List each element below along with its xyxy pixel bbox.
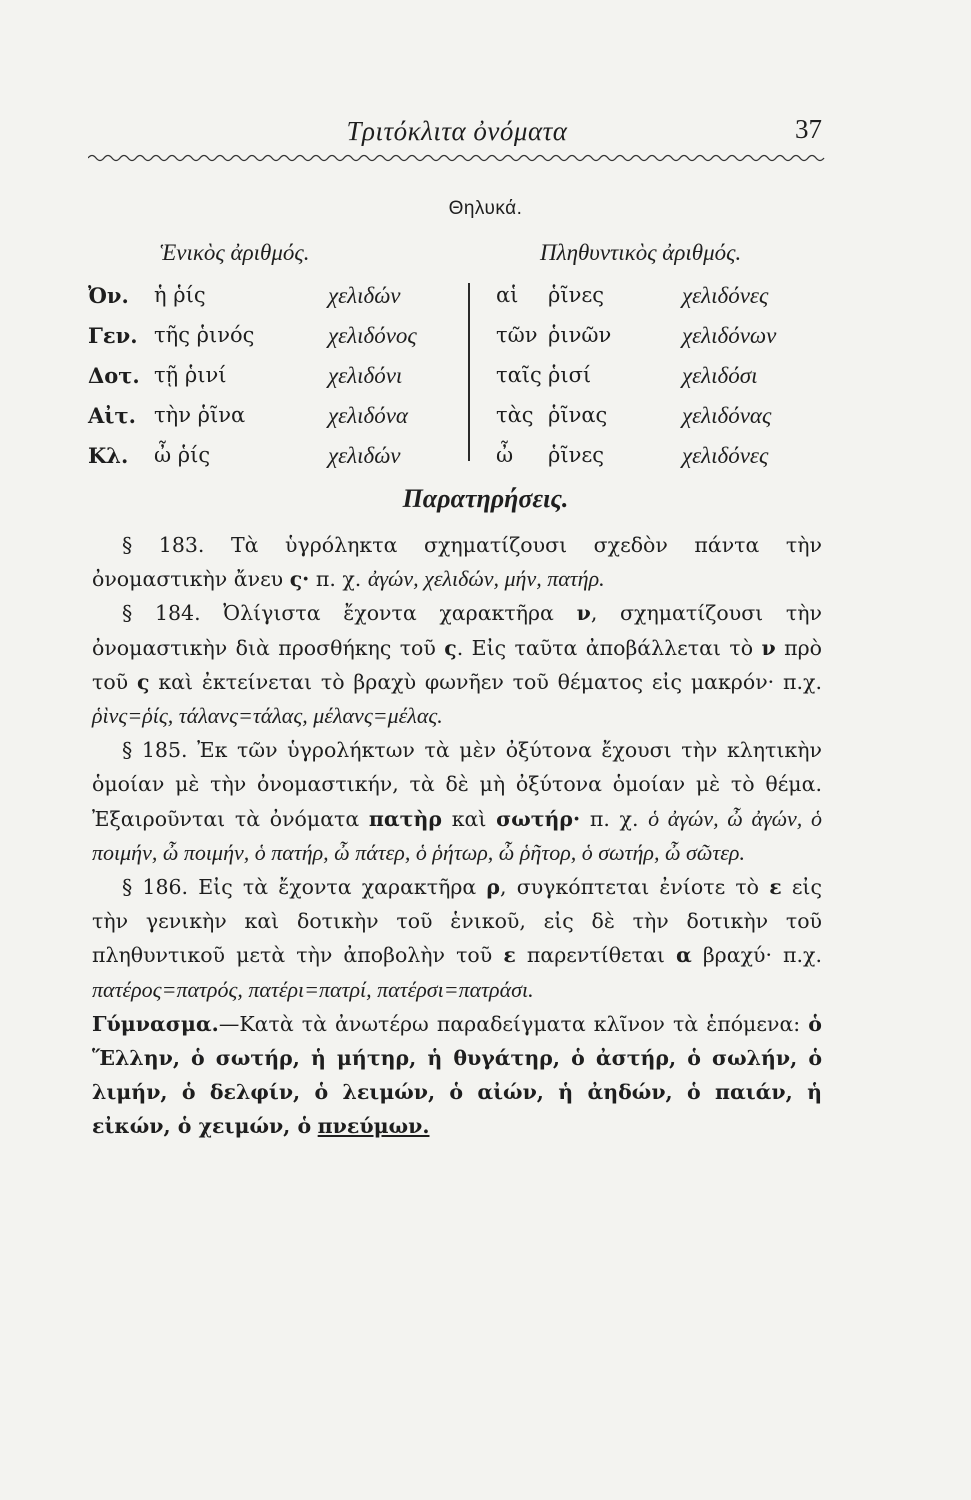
plural-stem-form: ῥῖνες xyxy=(548,443,604,467)
exercise-words: ὁ Ἕλλην, ὁ σωτήρ, ἡ μήτηρ, ἡ θυγάτηρ, ὁ ἀστήρ, ὁ σωλήν, ὁ λιμήν, ὁ δελφίν, ὁ λειμών, ὁ αἰών, ἡ ἀηδών, ὁ παιάν, ἡ εἰκών, ὁ χειμών, ὁ xyxy=(92,1011,822,1139)
paragraph-184: § 184. Ὀλίγιστα ἔχοντα χαρακτῆρα ν, σχηματίζουσι τὴν ὀνομαστικὴν διὰ προσθήκης τοῦ ς. Εἰς ταῦτα ἀποβάλλεται τὸ ν πρὸ τοῦ ς καὶ ἐκτείνεται τὸ βραχὺ φωνῆεν τοῦ θέματος εἰς μακρόν· π.χ. ῥὶνς=ῥίς, τάλανς=τάλας, μέλανς=μέλας. xyxy=(92,601,822,729)
plural-stem-form: ῥῖνες xyxy=(548,283,604,307)
section-number: § 183. xyxy=(122,533,205,557)
declension-row-dat xyxy=(88,363,828,403)
singular-form: χελιδών xyxy=(328,443,401,468)
exercise-label: Γύμνασμα. xyxy=(92,1011,219,1036)
declension-row-gen xyxy=(88,323,828,363)
plural-article: τῶν xyxy=(496,323,538,347)
paragraph-183: § 183. Τὰ ὑγρόληκτα σχηματίζουσι σχεδὸν πάντα τὴν ὀνομαστικὴν ἄνευ ς· π. χ. ἀγών, χελιδών, μήν, πατήρ. xyxy=(92,533,822,592)
singular-article-form: τῇ ῥινί xyxy=(154,363,227,387)
example-words: ὁ ἀγών, ὦ ἀγών, ὁ ποιμήν, ὦ ποιμήν, ὁ πατήρ, ὦ πάτερ, ὁ ῥήτωρ, ὦ ῥῆτορ, ὁ σωτήρ, ὦ σῶτερ. xyxy=(92,805,822,865)
plural-form: χελιδόνες xyxy=(682,283,769,308)
plural-stem-form: ῥισί xyxy=(548,363,592,387)
singular-form: χελιδόνος xyxy=(328,323,417,348)
section-number: § 185. xyxy=(122,738,188,763)
plural-form: χελιδόνας xyxy=(682,403,772,428)
case-label: Ὀν. xyxy=(88,283,129,308)
exercise: Γύμνασμα.—Κατὰ τὰ ἀνωτέρω παραδείγματα κλῖνον τὰ ἑπόμενα: ὁ Ἕλλην, ὁ σωτήρ, ἡ μήτηρ, ἡ θυγάτηρ, ὁ ἀστήρ, ὁ σωλήν, ὁ λιμήν, ὁ δελφίν, ὁ λειμών, ὁ αἰών, ἡ ἀηδών, ὁ παιάν, ἡ εἰκών, ὁ χειμών, ὁ πνεύμων. xyxy=(92,1011,822,1139)
section-number: § 184. xyxy=(122,601,201,626)
plural-heading: Πληθυντικὸς ἀριθμός. xyxy=(540,240,742,265)
singular-article-form: ἡ ῥίς xyxy=(154,283,206,307)
example-words: πατέρος=πατρός, πατέρι=πατρί, πατέρσι=πατράσι. xyxy=(92,976,534,1002)
case-label: Γεν. xyxy=(88,323,138,348)
plural-article: τὰς xyxy=(496,403,534,427)
plural-form: χελιδόνων xyxy=(682,323,777,348)
singular-form: χελιδόνα xyxy=(328,403,409,428)
singular-article-form: τῆς ῥινός xyxy=(154,323,255,347)
running-title: Τριτόκλιτα ὀνόματα xyxy=(346,116,568,146)
remarks-heading: Παρατηρήσεις. xyxy=(402,484,569,513)
plural-form: χελιδόσι xyxy=(682,363,758,388)
singular-form: χελιδόνι xyxy=(328,363,403,388)
singular-heading: Ἑνικὸς ἀριθμός. xyxy=(160,240,310,265)
declension-row-nom xyxy=(88,283,828,323)
case-label: Αἰτ. xyxy=(88,403,136,428)
example-words: ῥὶνς=ῥίς, τάλανς=τάλας, μέλανς=μέλας. xyxy=(92,703,443,729)
plural-article: αἱ xyxy=(496,283,519,307)
plural-form: χελιδόνες xyxy=(682,443,769,468)
plural-article: ταῖς xyxy=(496,363,542,387)
singular-article-form: ὦ ῥίς xyxy=(154,443,211,467)
declension-row-voc xyxy=(88,443,828,483)
example-words: ἀγών, χελιδών, μήν, πατήρ. xyxy=(367,566,605,592)
singular-form: χελιδών xyxy=(328,283,401,308)
plural-stem-form: ῥῖνας xyxy=(548,403,608,427)
exercise-last-word: πνεύμων. xyxy=(317,1114,430,1139)
body-text xyxy=(92,528,822,1144)
declension-table xyxy=(88,283,828,483)
page-number: 37 xyxy=(795,114,822,144)
case-label: Κλ. xyxy=(88,443,129,468)
declension-row-acc xyxy=(88,403,828,443)
wavy-head-rule xyxy=(88,152,826,164)
gender-title: Θηλυκά. xyxy=(448,198,523,219)
paragraph-185: § 185. Ἐκ τῶν ὑγρολήκτων τὰ μὲν ὀξύτονα ἔχουσι τὴν κλητικὴν ὁμοίαν μὲ τὴν ὀνομαστικήν, τὰ δὲ μὴ ὀξύτονα ὁμοίαν μὲ τὸ θέμα. Ἐξαιροῦνται τὰ ὀνόματα πατὴρ καὶ σωτήρ· π. χ. ὁ ἀγών, ὦ ἀγών, ὁ ποιμήν, ὦ ποιμήν, ὁ πατήρ, ὦ πάτερ, ὁ ῥήτωρ, ὦ ῥῆτορ, ὁ σωτήρ, ὦ σῶτερ. xyxy=(92,738,822,865)
section-number: § 186. xyxy=(122,875,189,900)
plural-article: ὦ xyxy=(496,443,514,467)
case-label: Δοτ. xyxy=(88,363,140,388)
plural-stem-form: ῥινῶν xyxy=(548,323,612,347)
singular-article-form: τὴν ῥῖνα xyxy=(154,403,246,427)
running-head xyxy=(92,112,822,156)
paragraph-186: § 186. Εἰς τὰ ἔχοντα χαρακτῆρα ρ, συγκόπτεται ἐνίοτε τὸ ε εἰς τὴν γενικὴν καὶ δοτικὴν τοῦ ἑνικοῦ, εἰς δὲ τὴν δοτικὴν τοῦ πληθυντικοῦ μετὰ τὴν ἀποβολὴν τοῦ ε παρεντίθεται α βραχύ· π.χ. πατέρος=πατρός, πατέρι=πατρί, πατέρσι=πατράσι. xyxy=(92,875,822,1002)
